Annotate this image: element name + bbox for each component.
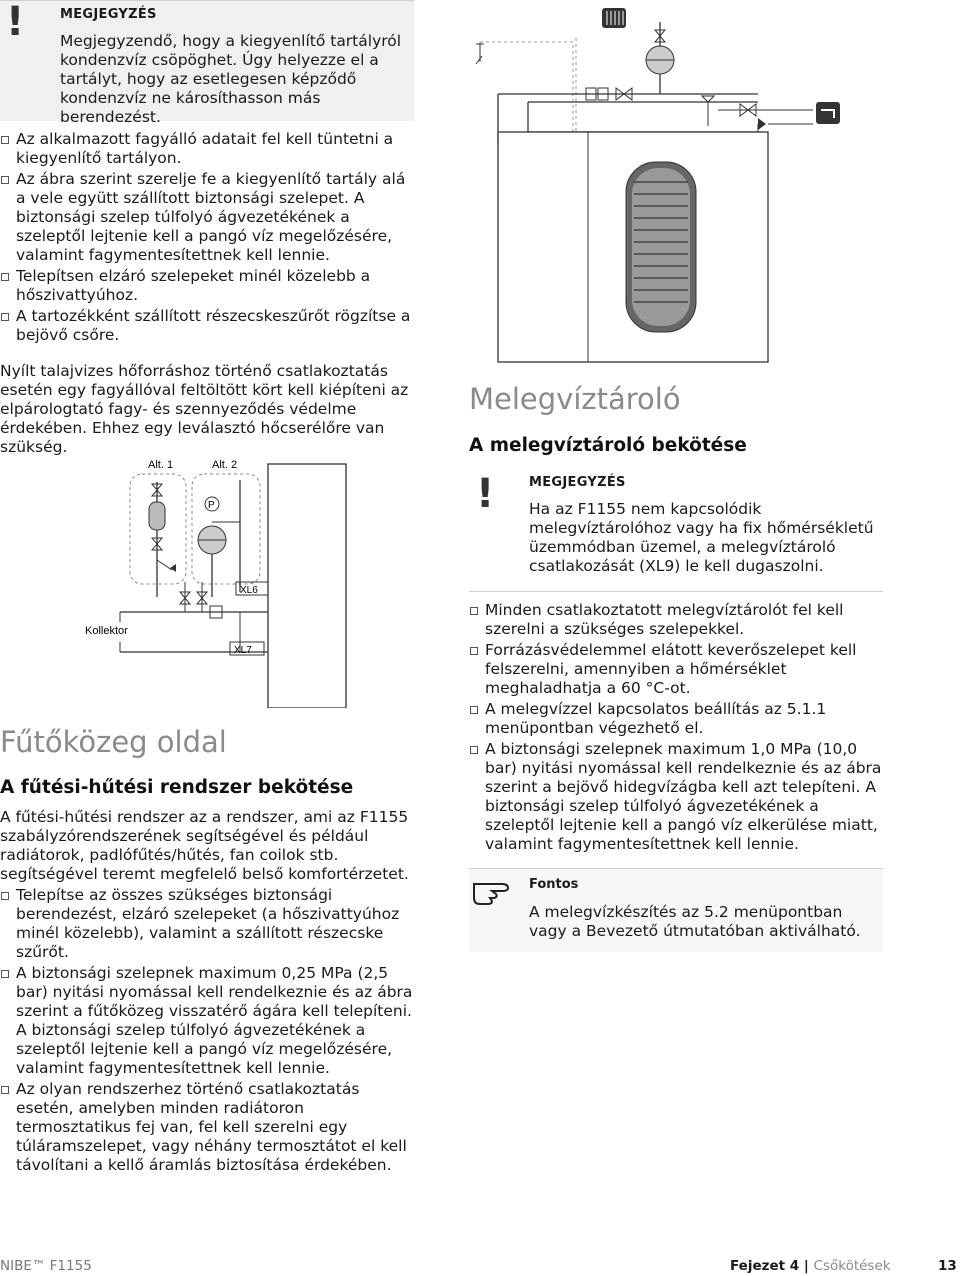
ground-water-paragraph: Nyílt talajvizes hőforráshoz történő csatlakoztatás esetén egy fagyállóval feltöltött kört kell kiépíteni az elpárologtató fagy- és szennyeződés védelme érdekében. Ehhez egy leválasztó hőcserélőre van szükség. [0, 362, 409, 456]
heating-connection-diagram [80, 452, 380, 708]
warning-icon: ! [476, 471, 495, 517]
list-item: Forrázásvédelemmel elátott keverőszelepet kell felszerelni, amennyiben a hőmérséklet meghaladhatja a 60 °C-ot. [469, 641, 885, 698]
pointing-hand-icon [472, 876, 512, 906]
divider [469, 868, 883, 869]
chapter-label: Fejezet 4 | [730, 1258, 809, 1274]
list-item: Az alkalmazott fagyálló adatait fel kell tüntetni a kiegyenlítő tartályon. [0, 130, 412, 168]
warning-icon: ! [6, 0, 25, 45]
hot-water-note-title: MEGJEGYZÉS [529, 475, 626, 490]
list-item: Telepítse az összes szükséges biztonsági berendezést, elzáró szelepeket (a hőszivattyúhoz minél közelebb), valamint a szállított részecske szűrőt. [0, 886, 414, 962]
heating-bullet-list [0, 886, 414, 1177]
heating-section-subheading: A fűtési-hűtési rendszer bekötése [0, 777, 354, 798]
hot-water-tank-diagram [468, 2, 860, 364]
tip-title: Fontos [529, 877, 579, 892]
heating-section-heading: Fűtőközeg oldal [0, 725, 227, 759]
list-item: A biztonsági szelepnek maximum 0,25 MPa (2,5 bar) nyitási nyomással kell rendelkeznie és az ábra szerint a fűtőközeg visszatérő ágára kell telepíteni. A biztonsági szelep túlfolyó ágvezetékének a szeleptől lejtenie kell a pangó víz megelőzésére, valamint fagymentesítettnek kell lennie. [0, 964, 414, 1078]
hot-water-note-text: Ha az F1155 nem kapcsolódik melegvíztárolóhoz vagy ha fix hőmérsékletű üzemmódban üzemel, a melegvíztároló csatlakozását (XL9) le kell dugaszolni. [529, 500, 874, 575]
xl6-label: XL6 [240, 585, 258, 596]
left-bullet-list [0, 130, 412, 347]
top-note-title: MEGJEGYZÉS [60, 7, 157, 22]
list-item: Minden csatlakoztatott melegvíztárolót fel kell szerelni a szükséges szelepekkel. [469, 601, 885, 639]
kollektor-label: Kollektor [85, 625, 128, 637]
top-note-text: Megjegyzendő, hogy a kiegyenlítő tartályról kondenzvíz csöpöghet. Úgy helyezze el a tartályt, hogy az esetlegesen képződő kondenzvíz ne károsíthasson más berendezést. [60, 32, 402, 126]
hot-water-bullet-list [469, 601, 885, 856]
page-number: 13 [938, 1258, 957, 1274]
tip-text: A melegvízkészítés az 5.2 menüpontban vagy a Bevezető útmutatóban aktiválható. [529, 903, 861, 940]
xl7-label: XL7 [234, 645, 252, 656]
footer-brand: NIBE™ F1155 [0, 1258, 92, 1274]
divider [469, 591, 883, 592]
p-label: P [208, 500, 215, 511]
list-item: Telepítsen elzáró szelepeket minél közelebb a hőszivattyúhoz. [0, 267, 412, 305]
alt2-label: Alt. 2 [212, 459, 238, 471]
list-item: Az olyan rendszerhez történő csatlakoztatás esetén, amelyben minden radiátoron termosztatikus fej van, fel kell szerelni egy túláramszelepet, vagy néhány termosztátot el kell távolítani a kellő áramlás biztosítása érdekében. [0, 1080, 414, 1175]
list-item: Az ábra szerint szerelje fe a kiegyenlítő tartály alá a vele együtt szállított biztonsági szelepet. A biztonsági szelep túlfolyó ágvezetékének a szeleptől lejtenie kell a pangó víz megelőzésére, valamint fagymentesítettnek kell lennie. [0, 170, 412, 265]
heating-intro-paragraph: A fűtési-hűtési rendszer az a rendszer, ami az F1155 szabályzórendszerének segítségével és például radiátorok, padlófűtés/hűtés, fan coilok stb. segítségével teremt megfelelő belső komfortérzetet. [0, 808, 409, 883]
tap-icon [816, 102, 840, 124]
radiator-icon [602, 8, 626, 28]
list-item: A biztonsági szelepnek maximum 1,0 MPa (10,0 bar) nyitási nyomással kell rendelkeznie és az ábra szerint a bejövő hidegvízágba kell azt telepíteni. A biztonsági szelep túlfolyó ágvezetékének a szeleptől lejtenie kell a pangó víz elkerülése miatt, valamint fagymentesítettnek kell lennie. [469, 740, 885, 854]
chapter-name: Csőkötések [813, 1258, 891, 1274]
alt1-label: Alt. 1 [148, 459, 174, 471]
list-item: A melegvízzel kapcsolatos beállítás az 5.1.1 menüpontban végezhető el. [469, 700, 885, 738]
hot-water-section-subheading: A melegvíztároló bekötése [469, 435, 747, 456]
hot-water-section-heading: Melegvíztároló [469, 382, 681, 416]
list-item: A tartozékként szállított részecskeszűrőt rögzítse a bejövő csőre. [0, 307, 412, 345]
footer-chapter [730, 1258, 891, 1274]
